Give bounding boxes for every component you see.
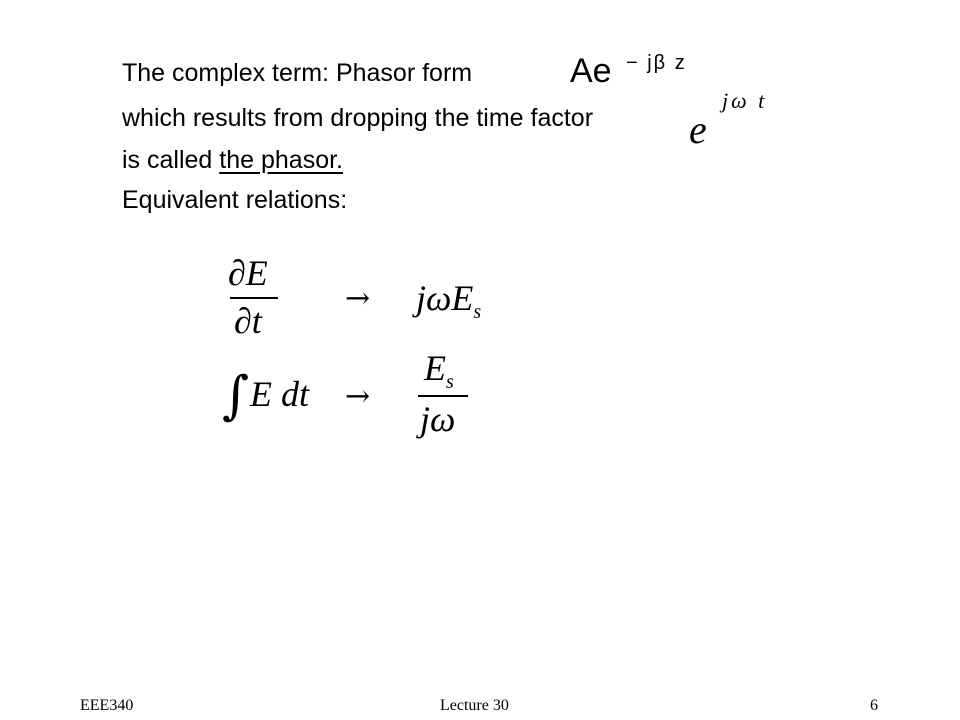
derivative-numerator: ∂E: [228, 253, 268, 293]
integral-result-numerator: [424, 347, 454, 394]
footer-lecture: Lecture 30: [440, 697, 509, 714]
footer-course: EEE340: [80, 697, 134, 714]
phasor-exponent: − jβ z: [626, 52, 687, 74]
integral-numerator-main: E: [424, 348, 446, 388]
derivative-result-sub: s: [473, 301, 482, 324]
derivative-fraction-bar: [230, 297, 278, 299]
integral-result-denominator: jω: [420, 399, 456, 439]
line-called-phasor: [122, 146, 343, 175]
derivative-result: [416, 277, 481, 324]
phasor-term: the phasor.: [219, 146, 343, 174]
line-equivalent-relations: Equivalent relations:: [122, 186, 348, 214]
line-complex-term: The complex term: Phasor form: [122, 59, 473, 87]
footer-page-number: 6: [870, 697, 878, 714]
integral-fraction-bar: [418, 395, 468, 397]
time-factor-base: e: [689, 107, 707, 152]
derivative-result-main: jωE: [416, 278, 474, 318]
phasor-base: Ae: [570, 52, 612, 90]
called-prefix: is called: [122, 146, 213, 174]
integral-numerator-sub: s: [446, 371, 454, 394]
time-factor-exponent: jω t: [722, 88, 768, 113]
integral-sign: ∫: [222, 366, 250, 426]
derivative-arrow: →: [345, 281, 371, 316]
line-time-factor: which results from dropping the time factor: [122, 104, 594, 132]
integrand: E dt: [250, 374, 309, 414]
integral-arrow: →: [345, 379, 371, 414]
derivative-denominator: ∂t: [234, 301, 262, 341]
